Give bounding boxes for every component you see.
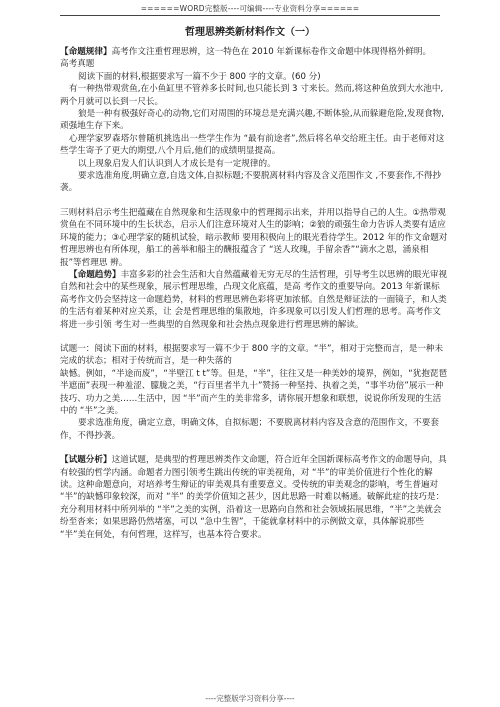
page-header: ======WORD完整版----可编辑----专业资料分享====== [140,4,360,13]
material-experiment: 心理学家罗森塔尔曾随机挑选出一些学生作为 “最有前途者”,然后将名单交给班主任。由于老师对这些学生寄予了更大的期望,八个月后,他们的成绩明显提高。 [60,133,445,157]
header-rule [60,15,440,16]
exam-prompt: 阅读下面的材料,根据要求写一篇不少于 800 字的文章。(60 分) [78,71,321,82]
question-one: 试题一：阅读下面的材料，根据要求写一篇不少于 800 字的文章。“半”，相对于完整而言，是一种未完成的状态；相对于传统而言，是一种失落的 [60,343,444,367]
paragraph-gap [60,331,448,343]
analysis-paragraph: 三则材料启示考生把蕴藏在自然现象和生活现象中的哲理揭示出来，并用以指导自己的人生。①热带观赏鱼在不同环境中的生长状态，启示人们注意环境对人生的影响；②狼的顽强生命力告诉人类要有适应环境的能力；③心理学家的随机试验，暗示教师 要用积极向上的眼光看待学生。2012 年的作文命题对哲理思辨也有所体现，船工的善举和船主的酬报蕴含了 “送人玫瑰，手留余香”“滴水之恩，涌泉相报”等哲理思 辨。 [60,207,448,268]
exam-heading: 高考真题 [60,59,95,70]
paragraph-gap [60,442,448,454]
document-title: 哲理思辨类新材料作文（一） [185,27,315,38]
rule-text: 高考作文注重哲理思辨，这一特色在 2010 年新课标卷作文命题中体现得格外鲜明。 [111,47,432,57]
tag-analysis: 【试题分析】 [60,455,112,466]
trend-text: 丰富多彩的社会生活和大自然蕴藏着无穷无尽的生活哲理，引导考生以思辨的眼光审视自然和社会中的某些现象，展示哲理思维，凸现文化底蕴，是高 考作文的重要导向。2013 年新课标高考作文仍会坚持这一命题趋势，材料的哲理思辨色彩将更加浓郁。自然是辩证法的一面镜子，和人类的生活有着某种对应关系，让 会是哲理思维的集散地，许多现象可以引发人们哲理的思考。高考作文将进一步引领 考生对一些典型的自然现象和社会热点现象进行哲理思辨的解读。 [60,269,448,330]
material-wolf: 狼是一种有极强好奇心的动物,它们对周围的环境总是充满兴趣,不断体验,从而躲避危险,发现食物,顽强地生存下来。 [60,109,445,132]
material-summary: 以上现象启发人们认识到人才成长是有一定规律的。 [78,158,276,169]
exam-requirements: 要求选准角度,明确立意,自选文体,自拟标题;不要脱离材料内容及含义范围作文 ,不要套作,不得抄袭。 [60,171,442,194]
section-rule-paragraph [60,46,448,58]
document-body [60,46,448,541]
trend-paragraph [60,269,448,331]
question-one-requirements: 要求选准角度，确定立意，明确文体，自拟标题；不要脱离材料内容及含意的范围作文，不要套作，不得抄袭。 [60,418,439,441]
page-footer: ----完整版学习资料分享---- [205,694,295,703]
analysis-text: 这道试题，是典型的哲理思辨类作文命题，符合近年全国新课标高考作文的命题导向，具有较强的哲学内涵。命题者力图引领考生跳出传统的审美视角，对 “半”的审美价值进行个性化的解读。这种命题意向，对培养考生辩证的审美观具有重要意义。受传统的审美观念的影响，考生普遍对 “半”的缺憾印象较深，而对 “半” 的美学价值知之甚少，因此思路一时难以畅通。破解此症的技巧是：充分利用材料中所列举的 “半”之美的实例，沿着这一思路向自然和社会领域拓展思维，“半”之美就会纷至沓来；如果思路仍然堵塞，可以 “急中生智”，千能就拿材料中的示例做文章，具体解说那些 “半”美在何处，有何哲理，这样写，也基本符合要求。 [60,455,447,540]
question-one-body: 缺憾。例如，“半途而废”，“半壁江 t t”等。但是，“半”，往往又是一种美妙的境界，例如，“犹抱琵琶半遮面”表现一种羞涩、朦胧之美，“行百里者半九十”赞扬一种坚持、执着之美，“事半功倍”展示一种技巧、功力之美……生活中，因 “半”而产生的美非常多，请你展开想象和联想，说说你所发现的生活中的 “半”之美。 [60,368,448,416]
material-fish: 有一种热带观赏鱼,在小鱼缸里不管养多长时间,也只能长到 3 寸来长。然而,将这种鱼放到大水池中,两个月就可以长到一尺长。 [60,84,444,107]
analysis-question-paragraph [60,454,448,541]
tag-rule: 【命题规律】 [60,47,112,57]
tag-trend: 【命题趋势】 [69,269,121,280]
paragraph-gap [60,195,448,207]
